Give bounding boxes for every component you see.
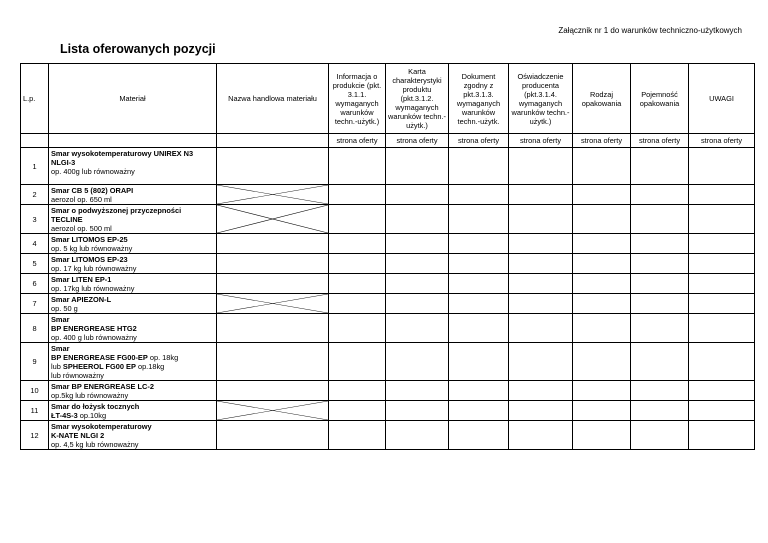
table-row <box>21 148 755 185</box>
col-info-header: Informacja o produkcie (pkt. 3.1.1. wymaganych warunków techn.-użytk.) <box>329 64 386 134</box>
sub-empty <box>217 134 329 148</box>
sub-offer-page: strona oferty <box>689 134 755 148</box>
col-notes-header: UWAGI <box>689 64 755 134</box>
sub-offer-page: strona oferty <box>573 134 631 148</box>
sub-offer-page: strona oferty <box>631 134 689 148</box>
row-number: 4 <box>21 234 49 254</box>
material-cell: Smar wysokotemperaturowy K-NATE NLGI 2 op. 4,5 kg lub równoważny <box>49 421 217 450</box>
row-number: 3 <box>21 205 49 234</box>
crossed-cell <box>217 185 329 205</box>
material-cell: Smar BP ENERGREASE FG00-EP op. 18kg lub SPHEEROL FG00 EP op.18kg lub równoważny <box>49 343 217 381</box>
row-number: 6 <box>21 274 49 294</box>
material-cell: Smar wysokotemperaturowy UNIREX N3 NLGI-3 op. 400g lub równoważny <box>49 148 217 185</box>
material-cell: Smar LITEN EP-1 op. 17kg lub równoważny <box>49 274 217 294</box>
table-row <box>21 254 755 274</box>
material-cell: Smar o podwyższonej przyczepności TECLINE aerozol op. 500 ml <box>49 205 217 234</box>
material-cell: Smar BP ENERGREASE HTG2 op. 400 g lub równoważny <box>49 314 217 343</box>
col-doc-header: Dokument zgodny z pkt.3.1.3. wymaganych warunków techn.-użytk. <box>449 64 509 134</box>
table-row <box>21 421 755 450</box>
row-number: 2 <box>21 185 49 205</box>
sub-offer-page: strona oferty <box>509 134 573 148</box>
page-title: Lista oferowanych pozycji <box>60 42 216 56</box>
table-row <box>21 185 755 205</box>
row-number: 9 <box>21 343 49 381</box>
row-number: 1 <box>21 148 49 185</box>
col-card-header: Karta charakterystyki produktu (pkt.3.1.2. wymaganych warunków techn.-użytk.) <box>386 64 449 134</box>
col-declaration-header: Oświadczenie producenta (pkt.3.1.4. wymaganych warunków techn.-użytk.) <box>509 64 573 134</box>
table-row <box>21 234 755 254</box>
col-material-header: Materiał <box>49 64 217 134</box>
sub-empty <box>49 134 217 148</box>
table-row <box>21 401 755 421</box>
material-cell: Smar LITOMOS EP-25 op. 5 kg lub równoważny <box>49 234 217 254</box>
material-cell: Smar APIEZON-L op. 50 g <box>49 294 217 314</box>
row-number: 11 <box>21 401 49 421</box>
table-row <box>21 274 755 294</box>
col-pack-type-header: Rodzaj opakowania <box>573 64 631 134</box>
col-lp-header: L.p. <box>21 64 49 134</box>
crossed-cell <box>217 401 329 421</box>
material-cell: Smar LITOMOS EP-23 op. 17 kg lub równoważny <box>49 254 217 274</box>
table-row <box>21 343 755 381</box>
crossed-cell <box>217 205 329 234</box>
col-trade-name-header: Nazwa handlowa materiału <box>217 64 329 134</box>
row-number: 12 <box>21 421 49 450</box>
row-number: 10 <box>21 381 49 401</box>
offer-table <box>20 63 755 450</box>
table-row <box>21 294 755 314</box>
row-number: 5 <box>21 254 49 274</box>
material-cell: Smar do łożysk tocznych ŁT-4S-3 op.10kg <box>49 401 217 421</box>
sub-empty <box>21 134 49 148</box>
table-row <box>21 381 755 401</box>
sub-offer-page: strona oferty <box>449 134 509 148</box>
table-row <box>21 314 755 343</box>
row-number: 8 <box>21 314 49 343</box>
material-cell: Smar BP ENERGREASE LC-2 op.5kg lub równoważny <box>49 381 217 401</box>
col-pack-capacity-header: Pojemność opakowania <box>631 64 689 134</box>
table-row <box>21 205 755 234</box>
sub-offer-page: strona oferty <box>386 134 449 148</box>
material-cell: Smar CB 5 (802) ORAPI aerozol op. 650 ml <box>49 185 217 205</box>
row-number: 7 <box>21 294 49 314</box>
crossed-cell <box>217 294 329 314</box>
sub-offer-page: strona oferty <box>329 134 386 148</box>
attachment-note: Załącznik nr 1 do warunków techniczno-użytkowych <box>558 26 742 35</box>
